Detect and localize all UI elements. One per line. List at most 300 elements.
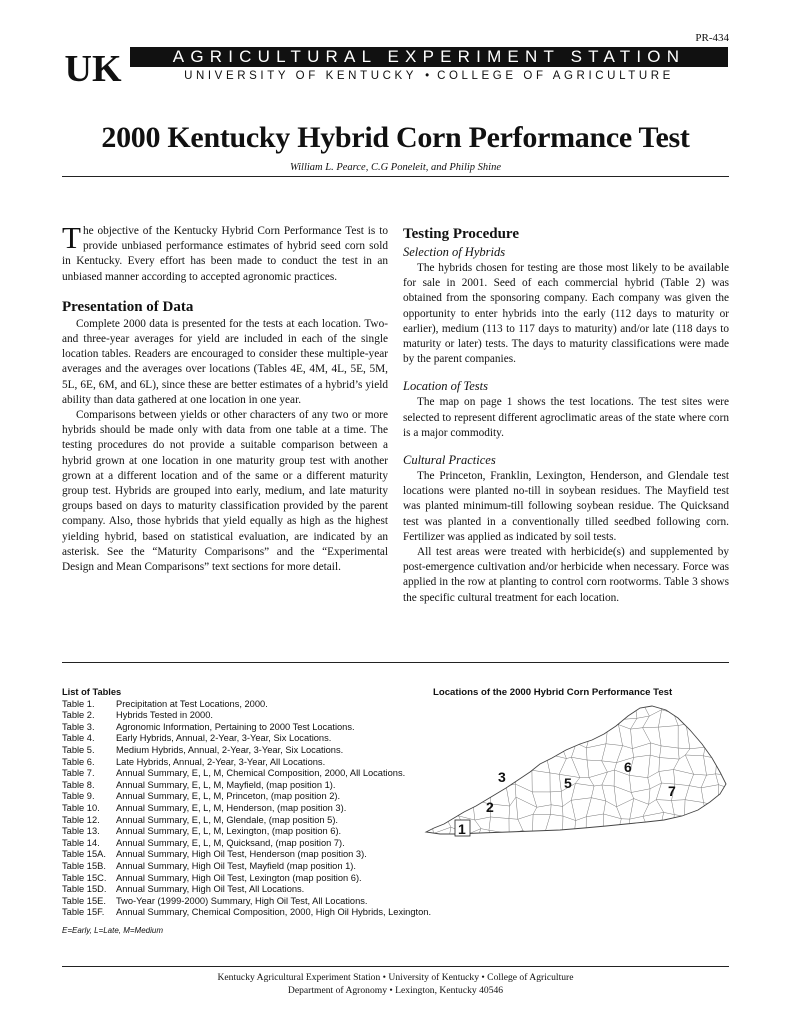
county-boundary	[631, 728, 643, 729]
county-boundary	[631, 792, 633, 798]
county-boundary	[589, 772, 607, 777]
county-boundary	[685, 755, 703, 756]
county-boundary	[602, 761, 608, 772]
spacer	[403, 367, 729, 378]
county-boundary	[533, 807, 537, 814]
county-boundary	[530, 754, 545, 759]
county-boundary	[706, 815, 707, 827]
county-boundary	[701, 775, 706, 788]
county-boundary	[659, 834, 673, 836]
maturity-note: E=Early, L=Late, M=Medium	[62, 925, 164, 935]
county-boundary	[661, 746, 678, 748]
county-boundary	[631, 718, 637, 729]
county-boundary	[675, 784, 689, 786]
county-boundary	[572, 724, 576, 743]
county-boundary	[685, 755, 693, 774]
county-boundary	[713, 817, 714, 827]
county-boundary	[672, 800, 675, 814]
county-boundary	[602, 744, 606, 761]
county-boundary	[716, 719, 717, 725]
county-boundary	[447, 748, 449, 758]
county-boundary	[717, 725, 732, 728]
county-boundary	[473, 800, 475, 820]
county-boundary	[529, 834, 533, 846]
county-boundary	[643, 727, 659, 728]
county-boundary	[728, 789, 732, 800]
county-boundary	[703, 756, 716, 759]
county-boundary	[420, 729, 421, 747]
county-boundary	[563, 816, 576, 820]
county-boundary	[649, 789, 650, 805]
separator-dot: •	[425, 70, 430, 82]
county-boundary	[472, 757, 475, 768]
county-boundary	[478, 700, 489, 703]
county-boundary	[575, 783, 594, 786]
county-boundary	[593, 711, 602, 717]
county-boundary	[714, 704, 716, 719]
county-boundary	[673, 770, 693, 775]
table-label: Table 9.	[62, 791, 95, 802]
county-boundary	[634, 799, 649, 805]
county-boundary	[604, 801, 606, 814]
county-boundary	[586, 748, 587, 760]
county-boundary	[550, 773, 559, 774]
county-boundary	[501, 739, 507, 754]
spacer	[62, 285, 388, 297]
county-boundary	[694, 774, 707, 775]
county-boundary	[591, 786, 594, 798]
county-boundary	[429, 797, 448, 802]
county-boundary	[713, 817, 731, 818]
county-boundary	[429, 786, 432, 802]
table-label: Table 14.	[62, 837, 100, 848]
county-boundary	[459, 786, 464, 798]
county-boundary	[717, 739, 732, 744]
county-boundary	[659, 812, 664, 836]
county-boundary	[571, 743, 576, 757]
tables-heading: List of Tables	[62, 687, 122, 697]
county-boundary	[476, 768, 480, 790]
county-boundary	[516, 742, 521, 755]
county-boundary	[628, 819, 630, 836]
county-boundary	[507, 713, 524, 716]
county-boundary	[651, 743, 661, 746]
county-boundary	[550, 844, 567, 846]
county-boundary	[487, 763, 490, 775]
county-boundary	[434, 761, 437, 773]
left-column	[62, 220, 388, 575]
county-boundary	[475, 820, 481, 829]
county-boundary	[623, 746, 633, 749]
authors: William L. Pearce, C.G Poneleit, and Philip Shine	[289, 162, 502, 173]
county-boundary	[429, 843, 446, 846]
county-boundary	[430, 734, 434, 746]
logo-text: UK	[64, 48, 122, 86]
county-boundary	[572, 712, 574, 724]
county-boundary	[685, 800, 704, 803]
county-boundary	[691, 827, 707, 830]
county-boundary	[686, 703, 687, 714]
county-boundary	[480, 788, 491, 790]
county-boundary	[491, 786, 506, 787]
county-boundary	[606, 726, 608, 744]
table-label: Table 2.	[62, 710, 95, 721]
county-boundary	[445, 815, 451, 827]
county-boundary	[728, 801, 732, 818]
county-boundary	[516, 797, 537, 807]
county-boundary	[447, 733, 448, 748]
county-boundary	[703, 827, 707, 843]
county-boundary	[618, 700, 635, 701]
table-list-item	[62, 873, 492, 885]
county-boundary	[420, 712, 421, 729]
county-boundary	[433, 786, 449, 788]
intro-text: he objective of the Kentucky Hybrid Corn Performance Test is to provide unbiased performance estimates of hybrid seed corn sold in Kentucky. Every effort has been made to conduct the test in an unbiased manner according to accepted agronomic practices.	[62, 225, 388, 283]
county-boundary	[495, 726, 501, 727]
county-boundary	[529, 743, 547, 745]
county-boundary	[628, 836, 634, 846]
county-boundary	[420, 834, 422, 841]
county-boundary	[634, 700, 637, 718]
county-boundary	[521, 755, 530, 759]
report-number: PR-434	[695, 32, 729, 44]
county-boundary	[689, 774, 693, 785]
county-boundary	[701, 788, 704, 803]
county-boundary	[448, 700, 451, 716]
county-boundary	[652, 843, 659, 846]
county-boundary	[685, 749, 690, 755]
institution-line	[130, 70, 728, 82]
county-boundary	[644, 700, 661, 705]
county-boundary	[448, 758, 452, 769]
county-boundary	[516, 731, 521, 742]
county-boundary	[420, 757, 422, 775]
county-boundary	[643, 804, 649, 816]
county-boundary	[660, 758, 680, 760]
county-boundary	[448, 788, 449, 797]
table-description: Hybrids Tested in 2000.	[116, 710, 213, 721]
university-name: UNIVERSITY OF KENTUCKY	[184, 70, 418, 82]
county-boundary	[574, 821, 575, 833]
county-boundary	[487, 739, 501, 747]
county-boundary	[660, 746, 662, 758]
county-boundary	[463, 729, 464, 745]
county-boundary	[487, 748, 491, 764]
table-label: Table 5.	[62, 744, 95, 755]
county-boundary	[420, 798, 429, 802]
county-boundary	[643, 716, 650, 728]
county-boundary	[648, 829, 658, 836]
county-boundary	[601, 827, 603, 844]
county-boundary	[530, 759, 531, 771]
county-boundary	[434, 746, 437, 761]
county-boundary	[704, 803, 706, 815]
county-boundary	[617, 807, 622, 819]
county-boundary	[716, 841, 732, 846]
county-boundary	[559, 700, 581, 705]
county-boundary	[586, 831, 592, 841]
county-boundary	[648, 771, 659, 777]
table-description: Agronomic Information, Pertaining to 2000 Test Locations.	[116, 721, 355, 732]
section-heading-presentation: Presentation of Data	[62, 298, 194, 315]
county-boundary	[420, 700, 430, 701]
table-label: Table 6.	[62, 756, 95, 767]
county-boundary	[448, 700, 459, 704]
county-boundary	[586, 814, 603, 817]
county-boundary	[631, 789, 650, 793]
subheading-location: Location of Tests	[403, 379, 488, 394]
county-boundary	[705, 717, 715, 719]
county-boundary	[591, 798, 605, 801]
kentucky-map	[420, 700, 732, 846]
county-boundary	[491, 817, 509, 819]
table-description: Annual Summary, Chemical Composition, 2000, High Oil Hybrids, Lexington.	[116, 907, 432, 918]
county-boundary	[446, 841, 457, 846]
county-boundary	[591, 726, 608, 733]
county-boundary	[572, 724, 591, 732]
county-boundary	[500, 726, 501, 740]
county-boundary	[420, 774, 434, 776]
county-boundary	[431, 815, 434, 833]
county-boundary	[571, 757, 587, 760]
county-boundary	[451, 712, 459, 716]
table-label: Table 7.	[62, 768, 95, 779]
county-boundary	[459, 712, 463, 729]
county-boundary	[519, 700, 524, 713]
table-label: Table 13.	[62, 826, 100, 837]
county-boundary	[559, 700, 562, 714]
table-description: Annual Summary, High Oil Test, Henderson (map position 3).	[116, 849, 367, 860]
county-boundary	[433, 827, 451, 833]
table-description: Annual Summary, E, L, M, Chemical Composition, 2000, All Locations.	[116, 768, 406, 779]
county-boundary	[684, 800, 685, 817]
county-boundary	[614, 786, 631, 792]
county-boundary	[562, 743, 576, 748]
county-boundary	[449, 769, 452, 788]
county-boundary	[547, 700, 548, 718]
county-boundary	[648, 778, 650, 789]
county-boundary	[533, 715, 535, 733]
county-boundary	[545, 733, 547, 743]
county-boundary	[435, 714, 451, 717]
map-position-label: 7	[668, 783, 676, 799]
county-boundary	[510, 797, 516, 806]
county-boundary	[547, 743, 562, 748]
county-boundary	[637, 716, 649, 718]
county-boundary	[481, 829, 489, 831]
county-boundary	[550, 791, 561, 792]
table-label: Table 1.	[62, 698, 95, 709]
county-boundary	[546, 743, 547, 754]
county-boundary	[648, 755, 650, 778]
county-boundary	[489, 817, 491, 830]
county-boundary	[632, 743, 650, 749]
county-boundary	[487, 727, 495, 748]
county-boundary	[489, 700, 507, 703]
county-boundary	[515, 784, 516, 797]
county-boundary	[473, 710, 476, 732]
divider	[62, 662, 729, 663]
county-boundary	[634, 700, 643, 705]
county-boundary	[459, 816, 475, 820]
county-boundary	[476, 710, 486, 713]
table-description: Annual Summary, E, L, M, Henderson, (map position 3).	[116, 802, 347, 813]
county-boundary	[492, 842, 503, 846]
county-boundary	[550, 805, 551, 815]
table-description: Two-Year (1999-2000) Summary, High Oil Test, All Locations.	[116, 895, 368, 906]
county-boundary	[673, 834, 677, 844]
county-boundary	[491, 755, 507, 764]
county-boundary	[486, 714, 494, 727]
county-boundary	[674, 700, 676, 713]
county-boundary	[559, 724, 563, 747]
table-description: Annual Summary, High Oil Test, Mayfield (map position 1).	[116, 860, 356, 871]
section-heading-testing: Testing Procedure	[403, 226, 519, 242]
county-boundary	[466, 757, 472, 761]
county-boundary	[533, 700, 535, 715]
county-boundary	[586, 700, 592, 711]
county-boundary	[594, 785, 602, 786]
county-boundary	[673, 830, 691, 833]
county-boundary	[507, 755, 509, 768]
county-boundary	[561, 791, 562, 806]
county-boundary	[606, 801, 617, 807]
footer-line: Kentucky Agricultural Experiment Station • University of Kentucky • College of Agriculture	[217, 972, 574, 983]
county-boundary	[609, 700, 618, 701]
county-boundary	[524, 713, 533, 715]
county-boundary	[571, 757, 579, 777]
county-boundary	[656, 800, 663, 813]
county-boundary	[618, 725, 630, 729]
county-boundary	[446, 827, 451, 846]
table-label: Table 4.	[62, 733, 95, 744]
paragraph: Comparisons between yields or other characters of any two or more hybrids should be made only with data from one table at a time. The testing procedures do not provide a suitable comparison between a hybrid grown at one location in one maturity group test with another grown at a different location and of the same or a different maturity group test. Hybrids are grouped into early, medium, and late maturity groups based on days to maturity classification provided by the parent company. Also, those hybrids that yield equally as high as the highest yielding hybrid, based on statistical evaluation, are indicated by an asterisk. See the “Maturity Comparisons” and the “Experimental Design and Mean Comparisons” text sections for more detail.	[62, 409, 388, 574]
county-boundary	[521, 731, 535, 733]
map-position-label: 3	[498, 769, 506, 785]
county-boundary	[420, 712, 435, 714]
county-boundary	[544, 832, 562, 834]
county-boundary	[472, 742, 474, 757]
county-boundary	[575, 778, 579, 784]
county-boundary	[707, 774, 716, 775]
county-boundary	[420, 833, 433, 834]
county-boundary	[429, 833, 433, 842]
county-boundary	[574, 711, 593, 712]
paragraph: The map on page 1 shows the test locations. The test sites were selected to represent different agroclimatic areas of the state where corn is a major commodity.	[403, 396, 729, 439]
county-boundary	[643, 812, 664, 816]
map-position-label: 5	[564, 775, 572, 791]
table-description: Annual Summary, E, L, M, Princeton, (map position 2).	[116, 791, 341, 802]
county-boundary	[518, 814, 533, 819]
county-boundary	[503, 833, 509, 845]
county-boundary	[728, 775, 732, 789]
county-boundary	[648, 829, 651, 846]
table-description: Early Hybrids, Annual, 2-Year, 3-Year, Six Locations.	[116, 733, 332, 744]
county-boundary	[690, 747, 705, 749]
county-boundary	[434, 769, 453, 774]
county-boundary	[506, 786, 509, 806]
table-list-item	[62, 907, 492, 919]
county-boundary	[475, 817, 491, 820]
county-boundary	[679, 755, 685, 759]
county-boundary	[716, 774, 719, 785]
county-boundary	[546, 754, 550, 773]
county-boundary	[515, 784, 532, 792]
county-boundary	[559, 774, 561, 791]
county-boundary	[727, 704, 729, 713]
footer-line: Department of Agronomy • Lexington, Kentucky 40546	[287, 984, 504, 996]
county-boundary	[576, 817, 587, 821]
county-boundary	[474, 742, 486, 747]
county-boundary	[689, 786, 701, 788]
table-label: Table 15F.	[62, 907, 105, 918]
county-boundary	[509, 768, 520, 771]
table-list-item	[62, 884, 492, 896]
county-boundary	[465, 742, 475, 745]
county-boundary	[658, 727, 661, 746]
county-boundary	[473, 790, 480, 800]
uk-logo	[62, 48, 124, 86]
county-boundary	[571, 783, 575, 800]
station-banner: AGRICULTURAL EXPERIMENT STATION	[130, 47, 728, 67]
county-boundary	[448, 729, 463, 733]
county-boundary	[574, 705, 581, 712]
county-boundary	[602, 717, 622, 719]
county-boundary	[586, 798, 591, 817]
county-boundary	[529, 733, 535, 745]
table-description: Annual Summary, E, L, M, Glendale, (map position 5).	[116, 814, 339, 825]
county-boundary	[678, 748, 690, 749]
county-boundary	[628, 829, 648, 836]
county-boundary	[713, 807, 718, 817]
county-boundary	[601, 844, 619, 846]
county-boundary	[673, 770, 674, 785]
county-boundary	[687, 714, 706, 718]
county-boundary	[473, 727, 495, 732]
county-boundary	[714, 826, 716, 846]
county-boundary	[486, 703, 488, 714]
county-boundary	[459, 786, 480, 790]
county-boundary	[618, 725, 622, 746]
county-boundary	[587, 760, 602, 761]
county-boundary	[643, 728, 651, 743]
county-boundary	[659, 771, 662, 783]
county-boundary	[632, 749, 633, 758]
county-boundary	[476, 768, 488, 775]
county-boundary	[705, 717, 706, 725]
county-boundary	[691, 830, 693, 844]
county-boundary	[658, 710, 661, 727]
county-boundary	[678, 748, 679, 759]
page-title: 2000 Kentucky Hybrid Corn Performance Test	[101, 121, 690, 154]
county-boundary	[545, 724, 559, 732]
county-boundary	[520, 755, 521, 771]
table-description: Medium Hybrids, Annual, 2-Year, 3-Year, Six Locations.	[116, 744, 344, 755]
footer	[62, 972, 729, 997]
county-boundary	[686, 714, 687, 725]
county-boundary	[649, 710, 661, 716]
county-boundary	[566, 757, 571, 758]
county-boundary	[602, 717, 608, 725]
county-boundary	[604, 814, 622, 819]
county-boundary	[537, 805, 551, 807]
county-boundary	[685, 786, 689, 800]
county-boundary	[509, 819, 518, 820]
county-boundary	[586, 744, 606, 748]
map-position-label: 2	[486, 799, 494, 815]
county-boundary	[476, 700, 477, 710]
county-boundary	[474, 842, 492, 846]
